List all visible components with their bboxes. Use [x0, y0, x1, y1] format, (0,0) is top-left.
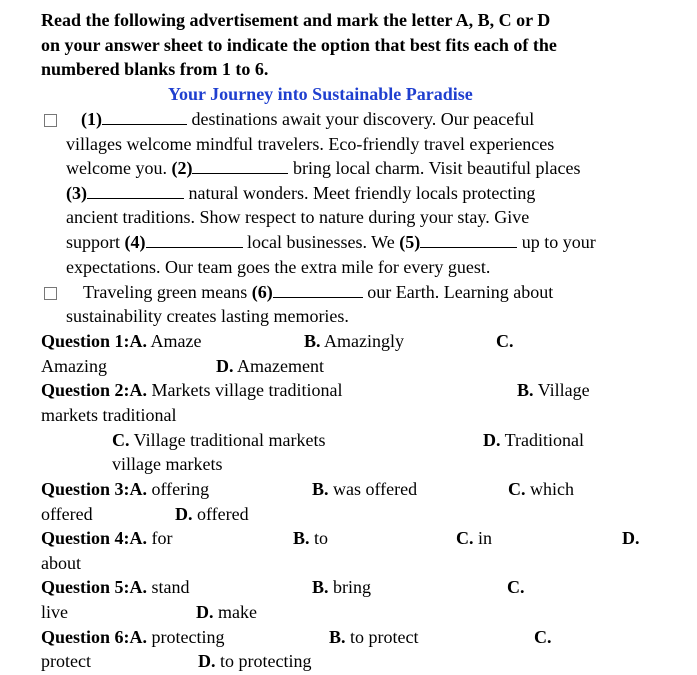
q1-line1 — [41, 330, 202, 352]
ad-para1-line7: expectations. Our team goes the extra mile for every guest. — [66, 257, 491, 277]
q5-option-c-letter[interactable]: C. — [507, 577, 525, 597]
q6-option-c-text[interactable]: protect — [41, 651, 91, 671]
option-a-letter: A. — [129, 479, 148, 499]
bullet-square-icon — [44, 114, 57, 127]
blank-6[interactable] — [273, 283, 363, 298]
option-b-text[interactable]: was offered — [328, 479, 418, 499]
blank-2-label: (2) — [171, 158, 193, 178]
instruction-line-2: on your answer sheet to indicate the option that best fits each of the — [41, 35, 557, 55]
question-label: Question 5: — [41, 577, 130, 597]
ad-text: bring local charm. Visit beautiful places — [288, 158, 581, 178]
question-label: Question 3: — [41, 479, 130, 499]
blank-4[interactable] — [146, 233, 243, 248]
option-c-letter: C. — [112, 430, 130, 450]
option-b-letter: B. — [312, 479, 329, 499]
option-b-text[interactable]: Village — [533, 380, 590, 400]
option-a-text[interactable]: offering — [147, 479, 210, 499]
option-d-text[interactable]: Traditional — [500, 430, 585, 450]
blank-6-label: (6) — [251, 282, 273, 302]
option-b-text[interactable]: bring — [328, 577, 372, 597]
option-b-text[interactable]: Amazingly — [320, 331, 405, 351]
ad-text: our Earth. Learning about — [362, 282, 554, 302]
q4-line1 — [41, 527, 173, 549]
option-c-text[interactable]: Village traditional markets — [129, 430, 326, 450]
option-a-text[interactable]: for — [147, 528, 173, 548]
ad-para2-line2: sustainability creates lasting memories. — [66, 306, 349, 326]
option-b-letter: B. — [329, 627, 346, 647]
q2-option-c[interactable] — [112, 429, 326, 451]
ad-para1-line5: ancient traditions. Show respect to nature during your stay. Give — [66, 207, 530, 227]
q6-option-c-letter[interactable]: C. — [534, 627, 552, 647]
q1-option-c-text[interactable]: Amazing — [41, 356, 107, 376]
blank-3-label: (3) — [66, 183, 87, 203]
ad-para1-line2: villages welcome mindful travelers. Eco-friendly travel experiences — [66, 134, 555, 154]
option-d-text[interactable]: Amazement — [233, 356, 324, 376]
blank-3[interactable] — [87, 184, 184, 199]
option-a-text[interactable]: Markets village traditional — [147, 380, 343, 400]
q2-option-d[interactable] — [483, 429, 584, 451]
option-d-text[interactable]: offered — [192, 504, 249, 524]
ad-text: natural wonders. Meet friendly locals protecting — [184, 183, 536, 203]
option-a-letter: A. — [129, 380, 148, 400]
blank-4-label: (4) — [124, 232, 146, 252]
ad-para1-line4 — [66, 182, 535, 204]
option-a-letter: A. — [129, 331, 148, 351]
instruction-line-3: numbered blanks from 1 to 6. — [41, 59, 269, 79]
option-b-text[interactable]: to protect — [345, 627, 419, 647]
ad-text: support — [66, 232, 125, 252]
blank-5[interactable] — [420, 233, 517, 248]
question-label: Question 2: — [41, 380, 130, 400]
ad-text: destinations await your discovery. Our peaceful — [187, 109, 535, 129]
option-a-text[interactable]: Amaze — [147, 331, 202, 351]
option-b-letter: B. — [312, 577, 329, 597]
q6-line1 — [41, 626, 225, 648]
q3-option-b[interactable] — [312, 478, 417, 500]
q2-line1 — [41, 379, 342, 401]
ad-para2-line1 — [44, 281, 553, 303]
option-b-letter: B. — [304, 331, 321, 351]
option-c-letter: C. — [508, 479, 526, 499]
q2-option-b[interactable] — [517, 379, 590, 401]
q1-option-d[interactable] — [216, 355, 324, 377]
ad-text: welcome you. — [66, 158, 172, 178]
q4-option-d-text[interactable]: about — [41, 553, 81, 573]
ad-title: Your Journey into Sustainable Paradise — [168, 84, 473, 104]
option-a-letter: A. — [129, 627, 148, 647]
q4-option-c[interactable] — [456, 527, 492, 549]
option-b-letter: B. — [293, 528, 310, 548]
option-a-text[interactable]: protecting — [147, 627, 225, 647]
blank-1-label: (1) — [81, 109, 102, 129]
q5-option-d[interactable] — [196, 601, 257, 623]
blank-2[interactable] — [192, 159, 288, 174]
question-label: Question 4: — [41, 528, 130, 548]
option-c-letter: C. — [456, 528, 474, 548]
blank-1[interactable] — [102, 110, 187, 125]
q2-option-d-cont[interactable]: village markets — [112, 454, 223, 474]
option-c-text[interactable]: which — [525, 479, 574, 499]
q3-option-c[interactable] — [508, 478, 574, 500]
option-d-letter: D. — [216, 356, 234, 376]
q3-option-c-cont[interactable]: offered — [41, 504, 93, 524]
q4-option-d-letter[interactable]: D. — [622, 528, 640, 548]
q2-option-b-cont[interactable]: markets traditional — [41, 405, 177, 425]
blank-5-label: (5) — [399, 232, 421, 252]
q1-option-b[interactable] — [304, 330, 404, 352]
option-b-text[interactable]: to — [309, 528, 329, 548]
option-d-text[interactable]: make — [213, 602, 257, 622]
bullet-square-icon — [44, 287, 57, 300]
option-d-letter: D. — [198, 651, 216, 671]
option-a-letter: A. — [129, 577, 148, 597]
q5-line1 — [41, 576, 190, 598]
ad-para1-line3 — [66, 157, 580, 179]
question-label: Question 6: — [41, 627, 130, 647]
ad-text: up to your — [517, 232, 596, 252]
instruction-line-1: Read the following advertisement and mark the letter A, B, C or D — [41, 10, 551, 30]
option-a-letter: A. — [129, 528, 148, 548]
option-d-letter: D. — [175, 504, 193, 524]
option-c-text[interactable]: in — [473, 528, 493, 548]
q3-line1 — [41, 478, 209, 500]
q4-option-b[interactable] — [293, 527, 328, 549]
ad-text: Traveling green means — [83, 282, 252, 302]
option-b-letter: B. — [517, 380, 534, 400]
question-label: Question 1: — [41, 331, 130, 351]
ad-para1-line1 — [44, 108, 534, 130]
ad-text: local businesses. We — [242, 232, 400, 252]
q5-option-b[interactable] — [312, 576, 371, 598]
option-a-text[interactable]: stand — [147, 577, 190, 597]
ad-para1-line6 — [66, 231, 596, 253]
option-d-letter: D. — [196, 602, 214, 622]
q6-option-b[interactable] — [329, 626, 419, 648]
q6-option-d[interactable] — [198, 650, 311, 672]
q1-option-c-letter[interactable]: C. — [496, 331, 514, 351]
q5-option-c-text[interactable]: live — [41, 602, 68, 622]
option-d-letter: D. — [483, 430, 501, 450]
option-d-text[interactable]: to protecting — [215, 651, 312, 671]
q3-option-d[interactable] — [175, 503, 249, 525]
